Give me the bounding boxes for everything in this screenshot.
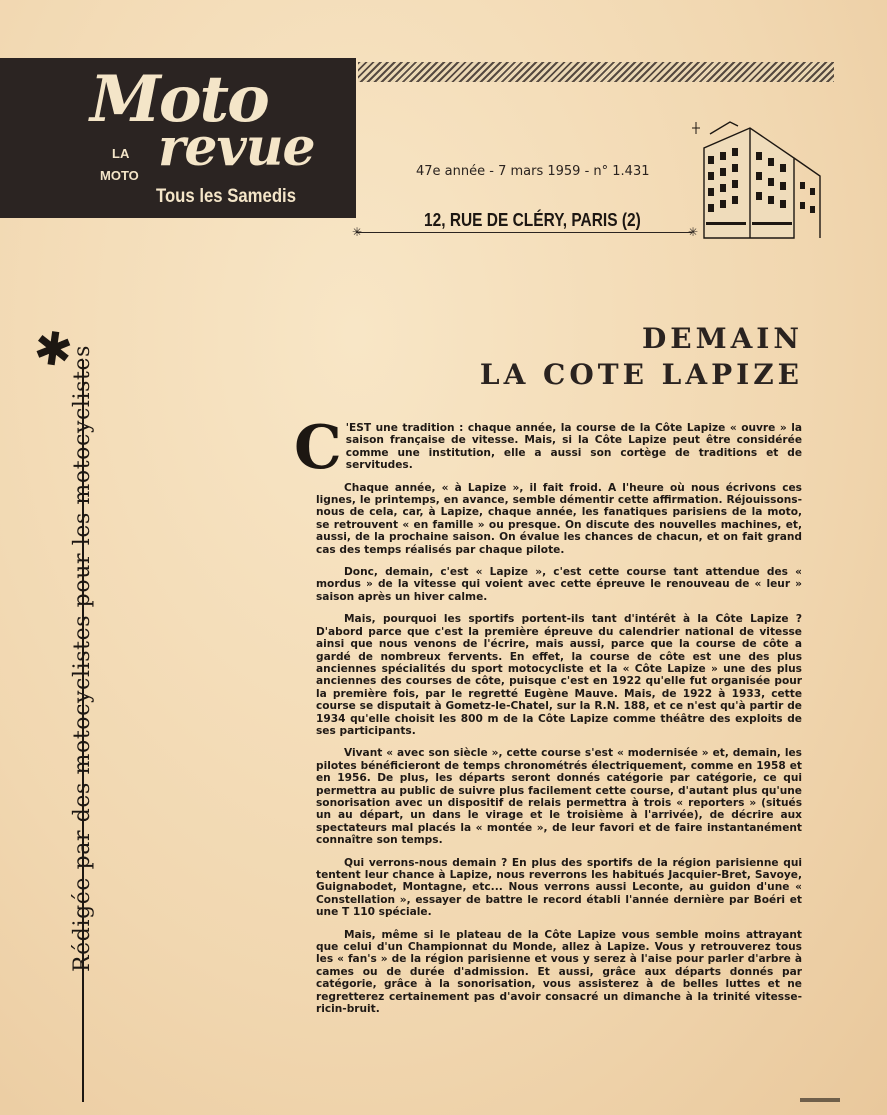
logo-moto-small: MOTO (100, 168, 139, 183)
article-paragraph: Vivant « avec son siècle », cette course s'est « modernisée » et, demain, les pilotes bénéficieront de temps chronométrés électriquement, comme en 1958 et en 1956. De plus, les départs seront donnés catégorie par catégorie, ce qui permettra au public de suivre plus facilement cette course, d'autant plus qu'une sonorisation avec un dispositif de relais permettra à trois « reporters » (situés un au départ, un dans le virage et le troisième à l'arrivée), de décrire aux spectateurs mal placés la « montée », de leur favori et de faire instantanément connaître son temps. (316, 747, 802, 847)
article-paragraph: Chaque année, « à Lapize », il fait froid. A l'heure où nous écrivons ces lignes, le printemps, en avance, semble démentir cette affirmation. Réjouissons-nous de cela, car, à Lapize, chaque année, les fanatiques parisiens de la moto, se retrouvent « en famille » ou presque. On discute des nouvelles machines, et, aussi, de la prochaine saison. On évalue les chances de chacun, et on fait grand cas des temps réalisés par chaque pilote. (316, 481, 802, 556)
address-rule (356, 232, 692, 233)
hatched-banner (358, 62, 834, 82)
article-paragraph: Mais, même si le plateau de la Côte Lapize vous semble moins attrayant que celui d'un Championnat du Monde, allez à Lapize. Vous y retrouverez tous les « fan's » de la région parisienne et vous y serez à l'aise pour parler d'arbre à cames ou de durée d'admission. Et aussi, grâce aux départs donnés par catégorie, grâce à la sonorisation, vous assisterez à de belles luttes et ne regretterez certainement pas d'avoir consacré un dimanche à la trinité vitesse-ricin-bruit. (316, 928, 802, 1016)
address: 12, RUE DE CLÉRY, PARIS (2) (424, 210, 641, 230)
side-vertical-text: Rédigée par des motocyclistes pour les motocyclistes (70, 344, 95, 972)
side-star-icon: ✱ (30, 319, 77, 379)
issue-line: 47e année - 7 mars 1959 - n° 1.431 (416, 164, 650, 179)
headline-line-2: LA COTE LAPIZE (479, 358, 803, 391)
corner-mark (800, 1098, 840, 1102)
article-paragraph: Qui verrons-nous demain ? En plus des sportifs de la région parisienne qui tentent leur chance à Lapize, nous reverrons les habitués Jacquier-Bret, Savoye, Guignabodet, Montagne, etc... Nous verrons aussi Leconte, au guidon d'une « Constellation », essayer de battre le record établi l'année dernière par Boéri et une T 110 spéciale. (316, 856, 802, 919)
rule-star-left-icon: ✳ (352, 225, 363, 239)
logo-moto: Moto (90, 62, 268, 137)
article-paragraph: C 'EST une tradition : chaque année, la course de la Côte Lapize « ouvre » la saison française de vitesse. Mais, si la Côte Lapize peut être considérée comme une institution, elle a aussi son cortège de traditions et de servitudes. (294, 413, 802, 483)
building-illustration-icon (690, 118, 830, 240)
rule-star-right-icon: ✳ (688, 225, 699, 239)
tagline: Tous les Samedis (156, 186, 297, 207)
article-paragraph: Mais, pourquoi les sportifs portent-ils tant d'intérêt à la Côte Lapize ? D'abord parce que c'est la première épreuve du calendrier national de vitesse ainsi que nous venons de l'écrire, mais aussi, parce que la course de côte a gardé de nombreux fervents. En effet, la course de côte est une des plus anciennes spécialités du sport motocycliste et la « Côte Lapize » une des plus anciennes des courses de côte, puisque c'est en 1922 qu'elle fut organisée pour la première fois, par le regretté Eugène Mauve. Mais, de 1922 à 1933, cette course se disputait à Gometz-le-Chatel, sur la R.N. 188, et ce n'est qu'à partir de 1934 qu'elle choisit les 800 m de la Côte Lapize comme théâtre des exploits de ses participants. (316, 613, 802, 737)
logo-revue: revue (158, 117, 315, 178)
article-paragraph: Donc, demain, c'est « Lapize », c'est cette course tant attendue des « mordus » de la vitesse qui voient avec cette épreuve le renouveau de « leur » saison après un hiver calme. (316, 566, 802, 603)
article-body (294, 413, 802, 1025)
logo-la: LA (112, 146, 130, 161)
headline-line-1: DEMAIN (641, 322, 803, 355)
drop-cap: C (294, 413, 342, 483)
